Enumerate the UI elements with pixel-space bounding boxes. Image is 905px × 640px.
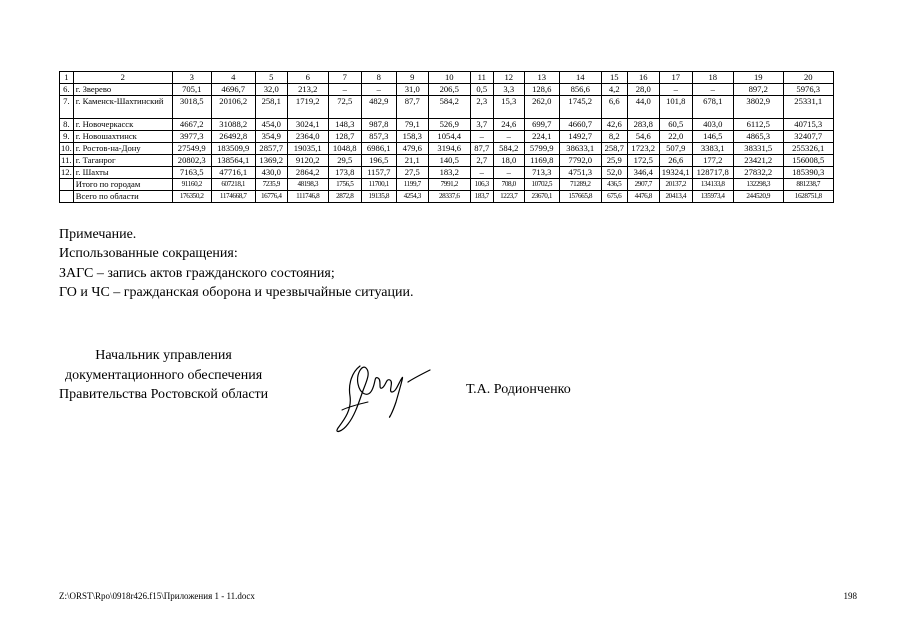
table-cell: 1723,2 [627,143,659,155]
header-cell: 4 [211,72,255,84]
table-cell: 48198,3 [287,179,328,191]
header-cell: 12 [493,72,524,84]
table-cell: 32,0 [255,84,287,96]
table-cell: 713,3 [524,167,559,179]
table-cell: 87,7 [396,96,428,119]
table-cell: 857,3 [361,131,396,143]
table-cell: 28337,6 [428,191,470,203]
table-cell: 172,5 [627,155,659,167]
table-cell: 244520,9 [733,191,783,203]
table-cell: 32407,7 [783,131,833,143]
table-cell: 507,9 [659,143,692,155]
table-cell: 1719,2 [287,96,328,119]
table-cell: 138564,1 [211,155,255,167]
abbreviation-go-chs: ГО и ЧС – гражданская оборона и чрезвычайные ситуации. [59,284,414,300]
footer-file-path: Z:\ORST\Rpo\0918r426.f15\Приложения 1 - 11.docx [59,591,255,601]
table-cell: 157665,8 [559,191,601,203]
table-cell: 6112,5 [733,119,783,131]
table-cell: 1048,8 [328,143,361,155]
table-cell: 106,3 [470,179,493,191]
row-name: г. Таганрог [73,155,172,167]
row-number: 8. [60,119,74,131]
table-cell: 482,9 [361,96,396,119]
table-cell: 1369,2 [255,155,287,167]
row-name: Всего по области [73,191,172,203]
table-row [60,155,834,167]
header-cell: 8 [361,72,396,84]
header-cell: 17 [659,72,692,84]
table-cell: 176350,2 [172,191,211,203]
table-cell: 183,7 [470,191,493,203]
table-cell: 708,0 [493,179,524,191]
table-cell: 10702,5 [524,179,559,191]
table-cell: 25,9 [601,155,627,167]
table-cell: – [493,167,524,179]
table-cell: 38633,1 [559,143,601,155]
table-cell: 584,2 [493,143,524,155]
table-cell: 91160,2 [172,179,211,191]
header-cell: 9 [396,72,428,84]
table-cell: – [361,84,396,96]
row-name: г. Новочеркасск [73,119,172,131]
table-cell: 607218,1 [211,179,255,191]
table-cell: 2364,0 [287,131,328,143]
header-cell: 13 [524,72,559,84]
header-cell: 11 [470,72,493,84]
row-number [60,191,74,203]
table-cell: 23670,1 [524,191,559,203]
table-cell: 206,5 [428,84,470,96]
table-cell: 27,5 [396,167,428,179]
table-cell: 20802,3 [172,155,211,167]
table-cell: 183,2 [428,167,470,179]
table-cell: 19324,1 [659,167,692,179]
table-cell: 25331,1 [783,96,833,119]
table-cell: 140,5 [428,155,470,167]
signatory-title [59,346,268,405]
table-cell: 454,0 [255,119,287,131]
table-row [60,84,834,96]
header-cell: 18 [692,72,733,84]
table-cell: 54,6 [627,131,659,143]
table-cell: 2,3 [470,96,493,119]
table-cell: 3,7 [470,119,493,131]
table-row [60,119,834,131]
table-cell: 699,7 [524,119,559,131]
table-row [60,167,834,179]
header-cell: 2 [73,72,172,84]
table-cell: 9120,2 [287,155,328,167]
table-cell: 18,0 [493,155,524,167]
table-cell: 87,7 [470,143,493,155]
data-table [59,71,834,203]
table-cell: 7235,9 [255,179,287,191]
table-cell: 987,8 [361,119,396,131]
table-cell: 22,0 [659,131,692,143]
notes-section [59,225,414,302]
table-cell: 134133,8 [692,179,733,191]
abbreviations-heading: Использованные сокращения: [59,246,238,262]
table-cell: 678,1 [692,96,733,119]
table-cell: 20137,2 [659,179,692,191]
table-cell: 584,2 [428,96,470,119]
header-cell: 10 [428,72,470,84]
table-cell: 5976,3 [783,84,833,96]
table-cell: 2864,2 [287,167,328,179]
row-number: 10. [61,143,72,154]
table-cell: 346,4 [627,167,659,179]
table-cell: 4667,2 [172,119,211,131]
table-cell: 403,0 [692,119,733,131]
table-cell: 42,6 [601,119,627,131]
header-cell: 20 [783,72,833,84]
table-cell: 7991,2 [428,179,470,191]
table-row [60,191,834,203]
abbreviation-zags: ЗАГС – запись актов гражданского состояния; [59,265,335,281]
table-cell: 1174668,7 [211,191,255,203]
row-number: 12. [61,167,72,178]
table-cell: 23421,2 [733,155,783,167]
table-cell: – [493,131,524,143]
table-cell: 38331,5 [733,143,783,155]
table-cell: 11700,1 [361,179,396,191]
row-name: г. Зверево [73,84,172,96]
table-cell: 705,1 [172,84,211,96]
table-cell: 479,6 [396,143,428,155]
table-cell: 213,2 [287,84,328,96]
table-cell: 173,8 [328,167,361,179]
row-name: г. Новошахтинск [73,131,172,143]
table-cell: 21,1 [396,155,428,167]
table-cell: 4,2 [601,84,627,96]
table-cell: 6,6 [601,96,627,119]
table-cell: 183509,9 [211,143,255,155]
table-cell: 3194,6 [428,143,470,155]
header-cell: 1 [60,72,74,84]
table-cell: 3802,9 [733,96,783,119]
table-cell: 430,0 [255,167,287,179]
table-cell: 897,2 [733,84,783,96]
row-number: 6. [60,84,74,96]
table-cell: 2,7 [470,155,493,167]
table-cell: 4865,3 [733,131,783,143]
table-cell: 5799,9 [524,143,559,155]
table-cell: 52,0 [601,167,627,179]
table-cell: 8,2 [601,131,627,143]
table-cell: 1223,7 [493,191,524,203]
table-cell: – [692,84,733,96]
table-cell: 3383,1 [692,143,733,155]
table-cell: 6986,1 [361,143,396,155]
table-cell: 158,3 [396,131,428,143]
table-cell: 128,6 [524,84,559,96]
table-cell: 7792,0 [559,155,601,167]
table-cell: 7163,5 [172,167,211,179]
table-cell: 40715,3 [783,119,833,131]
table-cell: 47716,1 [211,167,255,179]
table-cell: 79,1 [396,119,428,131]
table-cell: 1157,7 [361,167,396,179]
table-cell: 19135,8 [361,191,396,203]
table-cell: 156008,5 [783,155,833,167]
table-cell: 20106,2 [211,96,255,119]
page-number: 198 [843,591,857,601]
table-cell: 72,5 [328,96,361,119]
table-cell: 31088,2 [211,119,255,131]
table-cell: 283,8 [627,119,659,131]
table-cell: 526,9 [428,119,470,131]
table-cell: 2857,7 [255,143,287,155]
table-cell: 258,1 [255,96,287,119]
row-name: г. Шахты [73,167,172,179]
table-cell: 15,3 [493,96,524,119]
table-cell: 1492,7 [559,131,601,143]
table-cell: 16776,4 [255,191,287,203]
table-cell: 675,6 [601,191,627,203]
table-cell: 24,6 [493,119,524,131]
table-row [60,131,834,143]
table-cell: 2872,8 [328,191,361,203]
table-cell: 4696,7 [211,84,255,96]
signer-name: Т.А. Родионченко [466,382,571,397]
table-cell: 224,1 [524,131,559,143]
table-cell: 146,5 [692,131,733,143]
signatory-title-line3: Правительства Ростовской области [59,387,269,402]
table-cell: 60,5 [659,119,692,131]
table-cell: 1628751,8 [783,191,833,203]
table-cell: 255326,1 [783,143,833,155]
row-name: г. Каменск-Шахтинский [73,96,172,119]
header-cell: 15 [601,72,627,84]
table-cell: 1745,2 [559,96,601,119]
table-cell: 185390,3 [783,167,833,179]
table-cell: 881238,7 [783,179,833,191]
table-cell: 4751,3 [559,167,601,179]
table-cell: 44,0 [627,96,659,119]
table-cell: 3,3 [493,84,524,96]
table-cell: – [470,167,493,179]
note-heading: Примечание. [59,227,137,242]
header-cell: 3 [172,72,211,84]
table-cell: 27832,2 [733,167,783,179]
table-cell: 148,3 [328,119,361,131]
header-cell: 7 [328,72,361,84]
table-cell: 1199,7 [396,179,428,191]
table-cell: 436,5 [601,179,627,191]
table-cell: 19035,1 [287,143,328,155]
table-cell: 2907,7 [627,179,659,191]
header-cell: 14 [559,72,601,84]
row-name: Итого по городам [73,179,172,191]
table-cell: – [470,131,493,143]
header-cell: 19 [733,72,783,84]
table-cell: 128,7 [328,131,361,143]
table-cell: 3024,1 [287,119,328,131]
table-cell: 4476,8 [627,191,659,203]
table-cell: 4254,3 [396,191,428,203]
row-name: г. Ростов-на-Дону [73,143,172,155]
table-cell: 4660,7 [559,119,601,131]
table-cell: 28,0 [627,84,659,96]
header-cell: 6 [287,72,328,84]
table-cell: 1756,5 [328,179,361,191]
table-cell: 29,5 [328,155,361,167]
table-cell: 1054,4 [428,131,470,143]
row-number: 9. [60,131,74,143]
row-number [60,179,74,191]
table-cell: 3977,3 [172,131,211,143]
table-cell: 27549,9 [172,143,211,155]
row-number: 7. [60,96,74,119]
table-cell: 111746,8 [287,191,328,203]
table-cell: 3018,5 [172,96,211,119]
table-cell: 258,7 [601,143,627,155]
signatory-title-line2: документационного обеспечения [64,367,263,383]
table-cell: 128717,8 [692,167,733,179]
table-cell: 132298,3 [733,179,783,191]
table-cell: 856,6 [559,84,601,96]
handwritten-signature [330,358,440,438]
table-row [60,179,834,191]
row-number: 11. [61,155,72,166]
table-cell: 20413,4 [659,191,692,203]
header-cell: 5 [255,72,287,84]
signatory-title-line1: Начальник управления [95,348,232,363]
table-cell: 0,5 [470,84,493,96]
table-cell: 135973,4 [692,191,733,203]
table-cell: 354,9 [255,131,287,143]
table-cell: 71289,2 [559,179,601,191]
table-cell: 31,0 [396,84,428,96]
table-cell: 101,8 [659,96,692,119]
table-cell: – [328,84,361,96]
table-row [60,143,834,155]
table-row [60,96,834,119]
header-cell: 16 [627,72,659,84]
table-cell: 26492,8 [211,131,255,143]
table-cell: 26,6 [659,155,692,167]
table-header-row [60,72,834,84]
table-cell: 1169,8 [524,155,559,167]
table-cell: 262,0 [524,96,559,119]
table-cell: – [659,84,692,96]
table-cell: 177,2 [692,155,733,167]
table-cell: 196,5 [361,155,396,167]
